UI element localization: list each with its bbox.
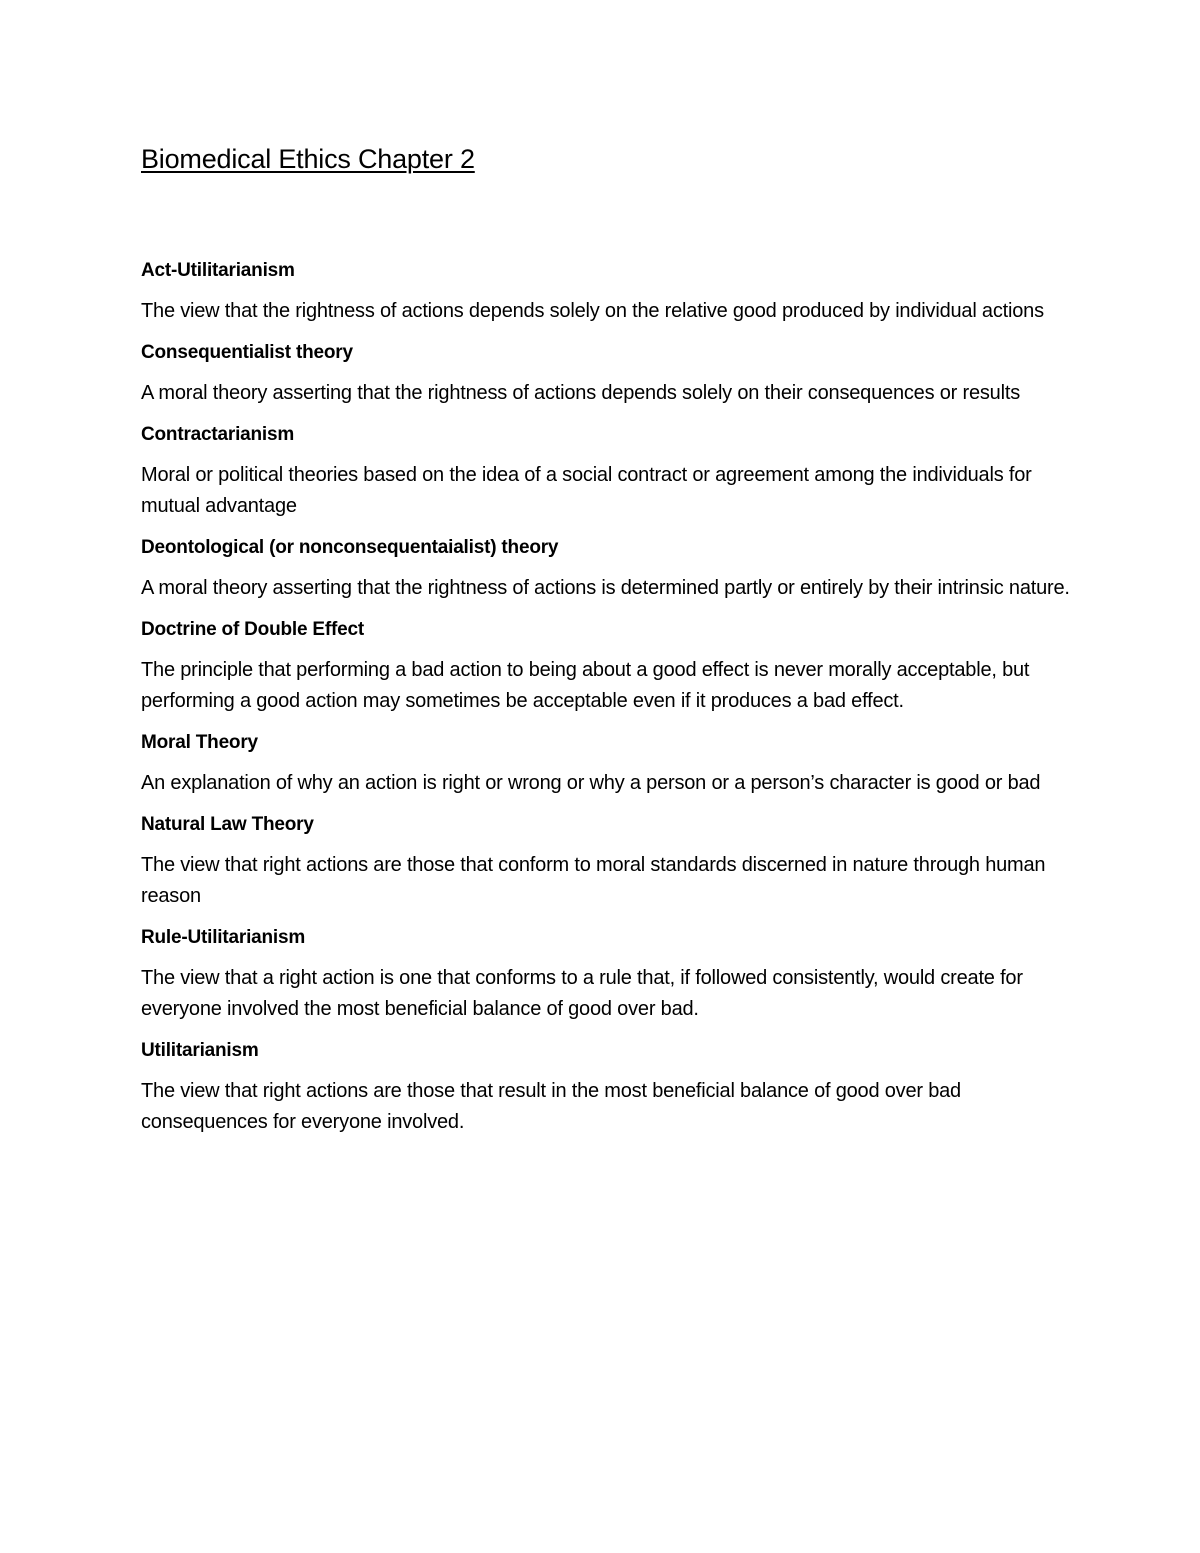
term-name: Natural Law Theory [141,814,314,835]
term-name: Contractarianism [141,424,295,445]
term-definition: The view that right actions are those that conform to moral standards discerned in nature through human reason [141,854,1046,907]
term-definition: Moral or political theories based on the idea of a social contract or agreement among the individuals for mutual advantage [141,464,1032,517]
glossary-list [141,255,1071,1148]
glossary-entry [141,419,1071,522]
term-definition: The view that a right action is one that conforms to a rule that, if followed consistently, would create for everyone involved the most beneficial balance of good over bad. [141,967,1023,1020]
term-name: Rule-Utilitarianism [141,927,306,948]
glossary-entry [141,255,1071,327]
term-definition: The principle that performing a bad action to being about a good effect is never morally acceptable, but performing a good action may sometimes be acceptable even if it produces a bad effect. [141,659,1030,712]
term-definition: An explanation of why an action is right or wrong or why a person or a person’s character is good or bad [141,772,1041,794]
term-name: Moral Theory [141,732,258,753]
glossary-entry [141,614,1071,717]
term-definition: The view that right actions are those that result in the most beneficial balance of good over bad consequences for everyone involved. [141,1080,961,1133]
term-definition: A moral theory asserting that the rightness of actions depends solely on their consequences or results [141,382,1020,404]
term-name: Deontological (or nonconsequentaialist) theory [141,537,559,558]
term-definition: The view that the rightness of actions depends solely on the relative good produced by individual actions [141,300,1044,322]
term-name: Consequentialist theory [141,342,353,363]
glossary-entry [141,532,1071,604]
glossary-entry [141,727,1071,799]
glossary-entry [141,809,1071,912]
glossary-entry [141,922,1071,1025]
term-name: Utilitarianism [141,1040,259,1061]
term-definition: A moral theory asserting that the rightness of actions is determined partly or entirely by their intrinsic nature. [141,577,1070,599]
term-name: Doctrine of Double Effect [141,619,365,640]
glossary-entry [141,1035,1071,1138]
term-name: Act-Utilitarianism [141,260,295,281]
glossary-entry [141,337,1071,409]
document-title: Biomedical Ethics Chapter 2 [141,144,475,174]
